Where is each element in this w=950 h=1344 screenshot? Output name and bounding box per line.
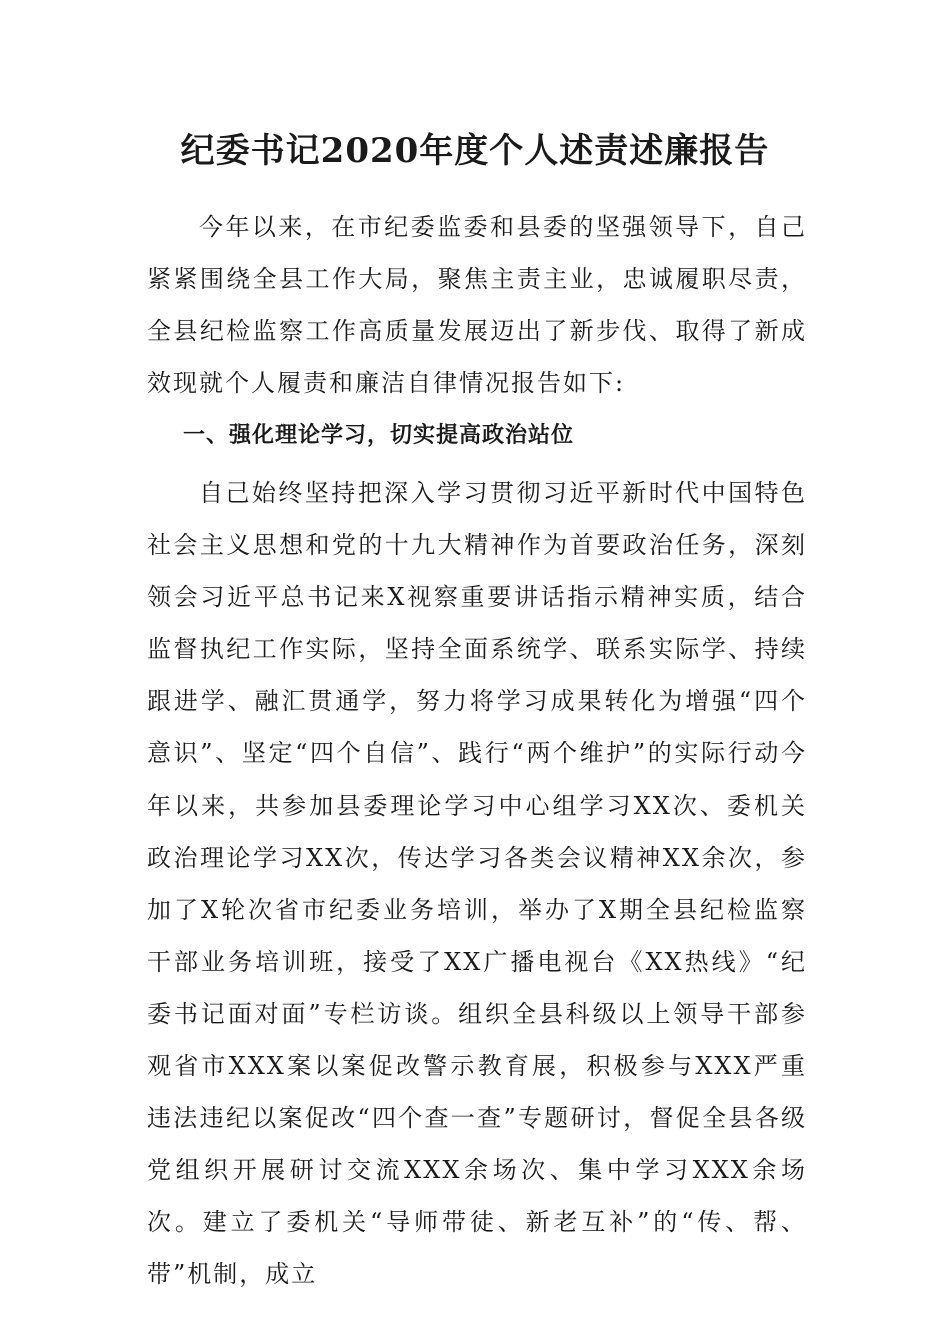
section-1-heading: 一、强化理论学习，切实提高政治站位 (183, 423, 575, 448)
intro-paragraph: 今年以来，在市纪委监委和县委的坚强领导下，自己紧紧围绕全县工作大局，聚焦主责主业，忠诚履职尽责，全县纪检监察工作高质量发展迈出了新步伐、取得了新成效现就个人履责和廉洁自律情况报告如下: (147, 213, 807, 398)
section-1-paragraph: 自己始终坚持把深入学习贯彻习近平新时代中国特色社会主义思想和党的十九大精神作为首要政治任务，深刻领会习近平总书记来X视察重要讲话指示精神实质，结合监督执纪工作实际，坚持全面系统学、联系实际学、持续跟进学、融汇贯通学，努力将学习成果转化为增强“四个意识”、坚定“四个自信”、践行“两个维护”的实际行动今年以来，共参加县委理论学习中心组学习XX次、委机关政治理论学习XX次，传达学习各类会议精神XX余次，参加了X轮次省市纪委业务培训，举办了X期全县纪检监察干部业务培训班，接受了XX广播电视台《XX热线》“纪委书记面对面”专栏访谈。组织全县科级以上领导干部参观省市XXX案以案促改警示教育展，积极参与XXX严重违法违纪以案促改“四个查一查”专题研讨，督促全县各级党组织开展研讨交流XXX余场次、集中学习XXX余场次。建立了委机关“导师带徒、新老互补”的“传、帮、带”机制，成立 (147, 479, 807, 1289)
document-title: 纪委书记2020年度个人述责述廉报告 (180, 131, 770, 171)
